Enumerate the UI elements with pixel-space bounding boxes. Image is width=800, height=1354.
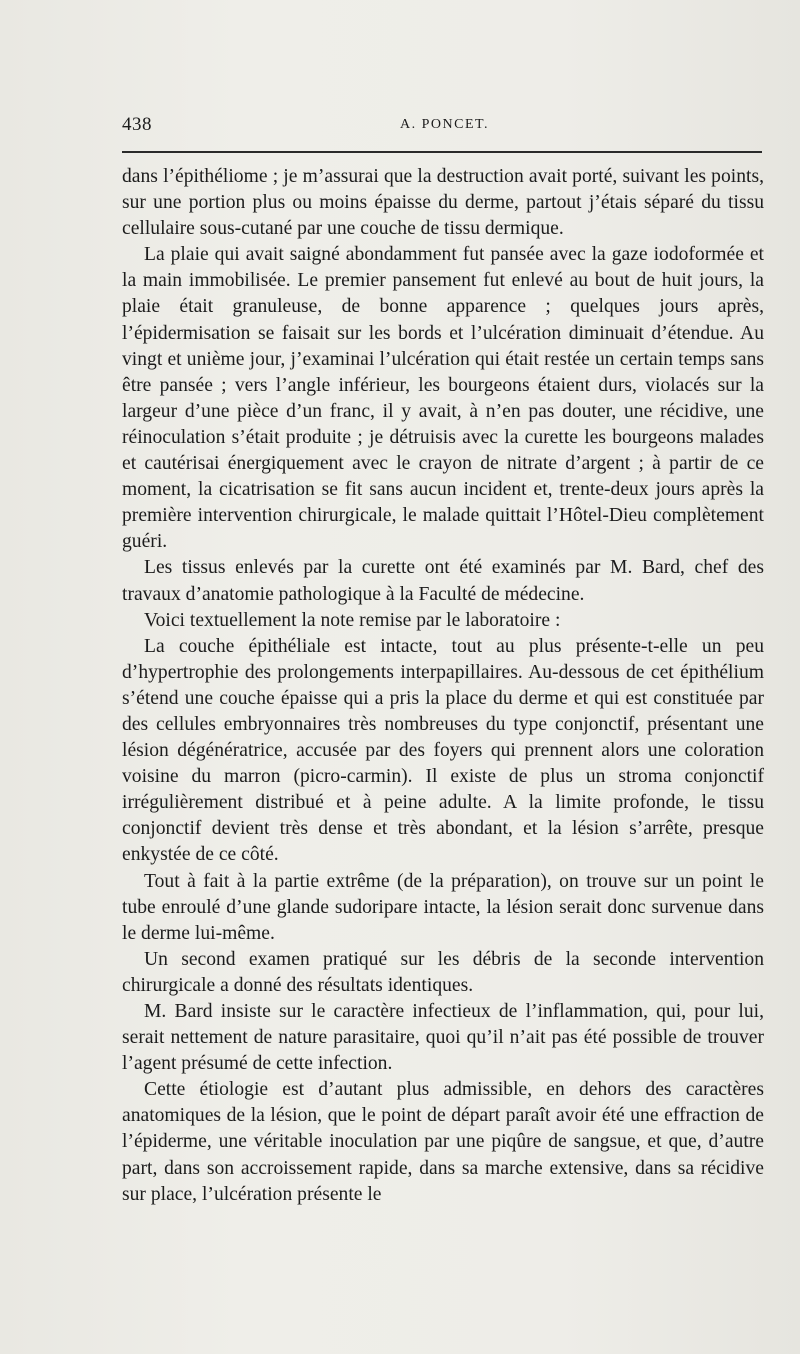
paragraph: Les tissus enlevés par la curette ont été examinés par M. Bard, chef des travaux d’anatomie pathologique à la Faculté de médecine. [122,557,764,605]
page-header [122,114,762,138]
paragraph: Un second examen pratiqué sur les débris de la seconde intervention chirurgicale a donné des résultats identiques. [122,948,764,996]
paragraph: Voici textuellement la note remise par le laboratoire : [144,609,561,631]
paragraph: dans l’épithéliome ; je m’assurai que la destruction avait porté, suivant les points, sur une portion plus ou moins épaisse du derme, partout j’étais séparé du tissu cellulaire sous-cutané par une couche de tissu dermique. [122,166,764,240]
body-text [122,164,764,1208]
paragraph: Cette étiologie est d’autant plus admissible, en dehors des caractères anatomiques de la lésion, que le point de départ paraît avoir été une effraction de l’épiderme, une véritable inoculation par une piqûre de sangsue, et que, d’autre part, dans son accroissement rapide, dans sa marche extensive, dans sa récidive sur place, l’ulcération présente le [122,1079,764,1205]
page-number: 438 [122,114,152,135]
paragraph: M. Bard insiste sur le caractère infectieux de l’inflammation, qui, pour lui, serait nettement de nature parasitaire, quoi qu’il n’ait pas été possible de trouver l’agent présumé de cette infection. [122,1001,764,1075]
header-rule [122,151,762,153]
running-head: A. PONCET. [400,117,490,132]
paragraph: La plaie qui avait saigné abondamment fut pansée avec la gaze iodoformée et la main immobilisée. Le premier pansement fut enlevé au bout de huit jours, la plaie était granuleuse, de bonne apparence ; quelques jours après, l’épidermisation se faisait sur les bords et l’ulcération diminuait d’étendue. Au vingt et unième jour, j’examinai l’ulcération qui était restée un certain temps sans être pansée ; vers l’angle inférieur, les bourgeons étaient durs, violacés sur la largeur d’une pièce d’un franc, il y avait, à n’en pas douter, une récidive, une réinoculation s’était produite ; je détruisis avec la curette les bourgeons malades et cautérisai énergiquement avec le crayon de nitrate d’argent ; à partir de ce moment, la cicatrisation se fit sans aucun incident et, trente-deux jours après la première intervention chirurgicale, le malade quittait l’Hôtel-Dieu complètement guéri. [122,244,764,553]
paragraph: Tout à fait à la partie extrême (de la préparation), on trouve sur un point le tube enroulé d’une glande sudoripare intacte, la lésion serait donc survenue dans le derme lui-même. [122,870,764,944]
paragraph: La couche épithéliale est intacte, tout au plus présente-t-elle un peu d’hypertrophie des prolongements interpapillaires. Au-dessous de cet épithélium s’étend une couche épaisse qui a pris la place du derme et qui est constituée par des cellules embryonnaires très nombreuses du type conjonctif, présentant une lésion dégénératrice, accusée par des foyers qui prennent alors une coloration voisine du marron (picro-carmin). Il existe de plus un stroma conjonctif irrégulièrement distribué et à peine adulte. A la limite profonde, le tissu conjonctif devient très dense et très abondant, et la lésion s’arrête, presque enkystée de ce côté. [122,635,764,866]
